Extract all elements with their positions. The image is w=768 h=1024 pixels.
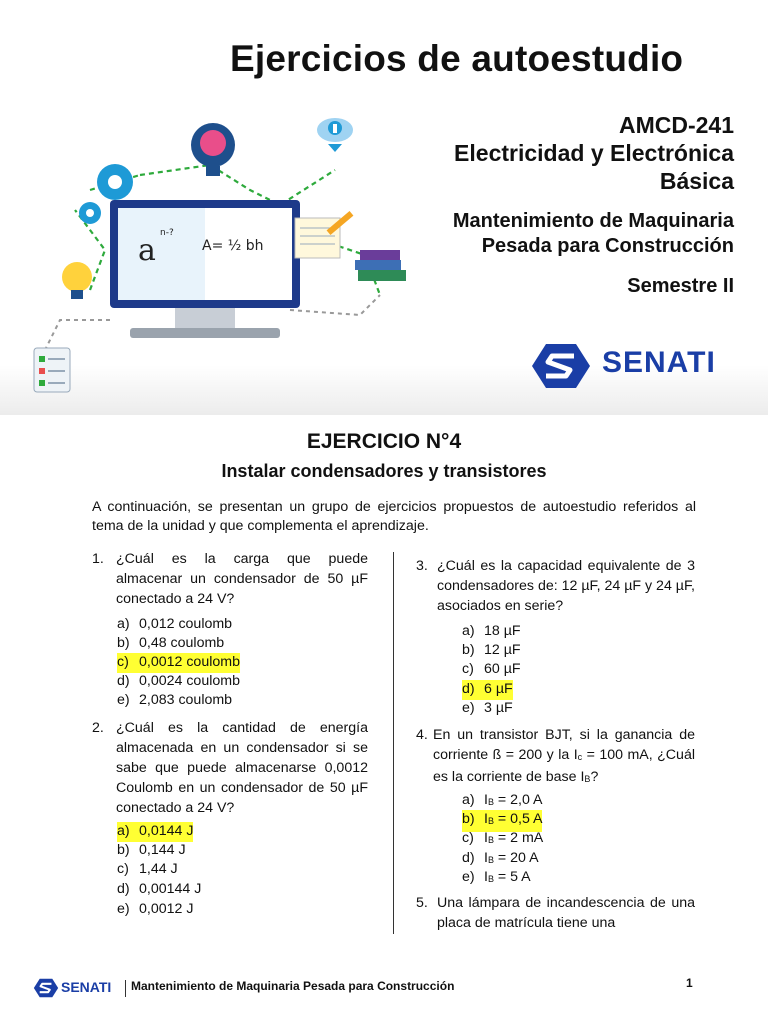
svg-text:n-?: n-? (160, 228, 174, 238)
option-3a[interactable]: a) 18 µF (462, 623, 521, 639)
option-4b-highlighted[interactable]: b) $I_B = 0,5$ A (462, 810, 542, 832)
question-text: ¿Cuál es la capacidad equivalente de 3 condensadores de: 12 µF, 24 µF y 24 µF, asociados en serie? (437, 558, 695, 614)
option-3d-highlighted[interactable]: d) 6 µF (462, 680, 513, 700)
question-text: ¿Cuál es la carga que puede almacenar un condensador de 50 µF conectado a 24 V? (116, 551, 368, 607)
question-text: Una lámpara de incandescencia de una placa de matrícula tiene una (437, 895, 695, 931)
semester: Semestre II (627, 275, 734, 297)
brain-icon (191, 123, 235, 176)
course-name-line1: Electricidad y Electrónica (454, 140, 734, 166)
program-line1: Mantenimiento de Maquinaria (452, 210, 734, 232)
intro-paragraph: A continuación, se presentan un grupo de ejercicios propuestos de autoestudio referidos al tema de la unidad y que complementa el aprendizaje. (92, 499, 696, 534)
checklist-icon (34, 348, 70, 392)
question-number: 2. (92, 720, 104, 736)
svg-text:a: a (138, 233, 156, 268)
notebook-icon (295, 211, 353, 258)
option-1c-highlighted[interactable]: c) 0,0012 coulomb (117, 653, 240, 673)
footer-text: Mantenimiento de Maquinaria Pesada para Construcción (131, 979, 455, 993)
exercise-title: EJERCICIO N°4 (306, 430, 462, 453)
option-1d[interactable]: d) 0,0024 coulomb (117, 673, 240, 689)
option-2d[interactable]: d) 0,00144 J (117, 881, 202, 897)
question-text: ¿Cuál es la cantidad de energía almacenada en un condensador si se sabe que puede almacenarse 0,0012 Coulomb en un condensador de 50 µF conectado a 24 V? (116, 720, 368, 816)
program-name (453, 209, 734, 259)
option-3c[interactable]: c) 60 µF (462, 661, 521, 677)
option-3e[interactable]: e) 3 µF (462, 700, 513, 716)
page-title: Ejercicios de autoestudio (230, 38, 684, 79)
question-number: 5. (416, 895, 428, 911)
monitor-icon (110, 200, 300, 338)
lightbulb-icon (62, 262, 92, 299)
option-4a[interactable]: a) $I_B = 2,0$ A (462, 792, 543, 808)
option-4d[interactable]: d) $I_B = 20$ A (462, 850, 539, 866)
footer-separator (125, 980, 126, 997)
question-number: 3. (416, 558, 428, 574)
svg-text:A= ½ bh: A= ½ bh (202, 238, 264, 254)
course-name (454, 139, 734, 195)
option-1e[interactable]: e) 2,083 coulomb (117, 692, 233, 708)
question-text: En un transistor BJT, si la ganancia de corriente ß = 200 y la $I_c = 100$ mA, ¿Cuál es la corriente de base $I_B$? (433, 727, 695, 785)
question-number: 4. (416, 727, 428, 743)
program-line2: Pesada para Construcción (481, 235, 734, 257)
connector-path (140, 165, 335, 205)
info-cloud-icon (317, 118, 353, 152)
option-2e[interactable]: e) 0,0012 J (117, 901, 194, 917)
books-icon (355, 250, 406, 281)
option-1a[interactable]: a) 0,012 coulomb (117, 616, 233, 632)
exercise-subtitle: Instalar condensadores y transistores (221, 461, 547, 481)
course-code: AMCD-241 (618, 112, 734, 138)
footer-brand: SENATI (61, 979, 112, 995)
education-illustration (20, 110, 420, 400)
option-2c[interactable]: c) 1,44 J (117, 861, 178, 877)
senati-brand: SENATI (602, 346, 716, 379)
option-3b[interactable]: b) 12 µF (462, 642, 521, 658)
option-1b[interactable]: b) 0,48 coulomb (117, 635, 225, 651)
option-2b[interactable]: b) 0,144 J (117, 842, 186, 858)
question-number: 1. (92, 551, 104, 567)
page-number: 1 (686, 976, 693, 990)
course-name-line2: Básica (659, 168, 734, 194)
senati-logo-icon (530, 342, 592, 390)
column-divider (393, 552, 394, 934)
footer-senati-logo-icon (33, 977, 59, 999)
option-4e[interactable]: e) $I_B = 5$ A (462, 869, 531, 885)
option-4c[interactable]: c) $I_B = 2$ mA (462, 830, 544, 846)
option-2a-highlighted[interactable]: a) 0,0144 J (117, 822, 193, 842)
